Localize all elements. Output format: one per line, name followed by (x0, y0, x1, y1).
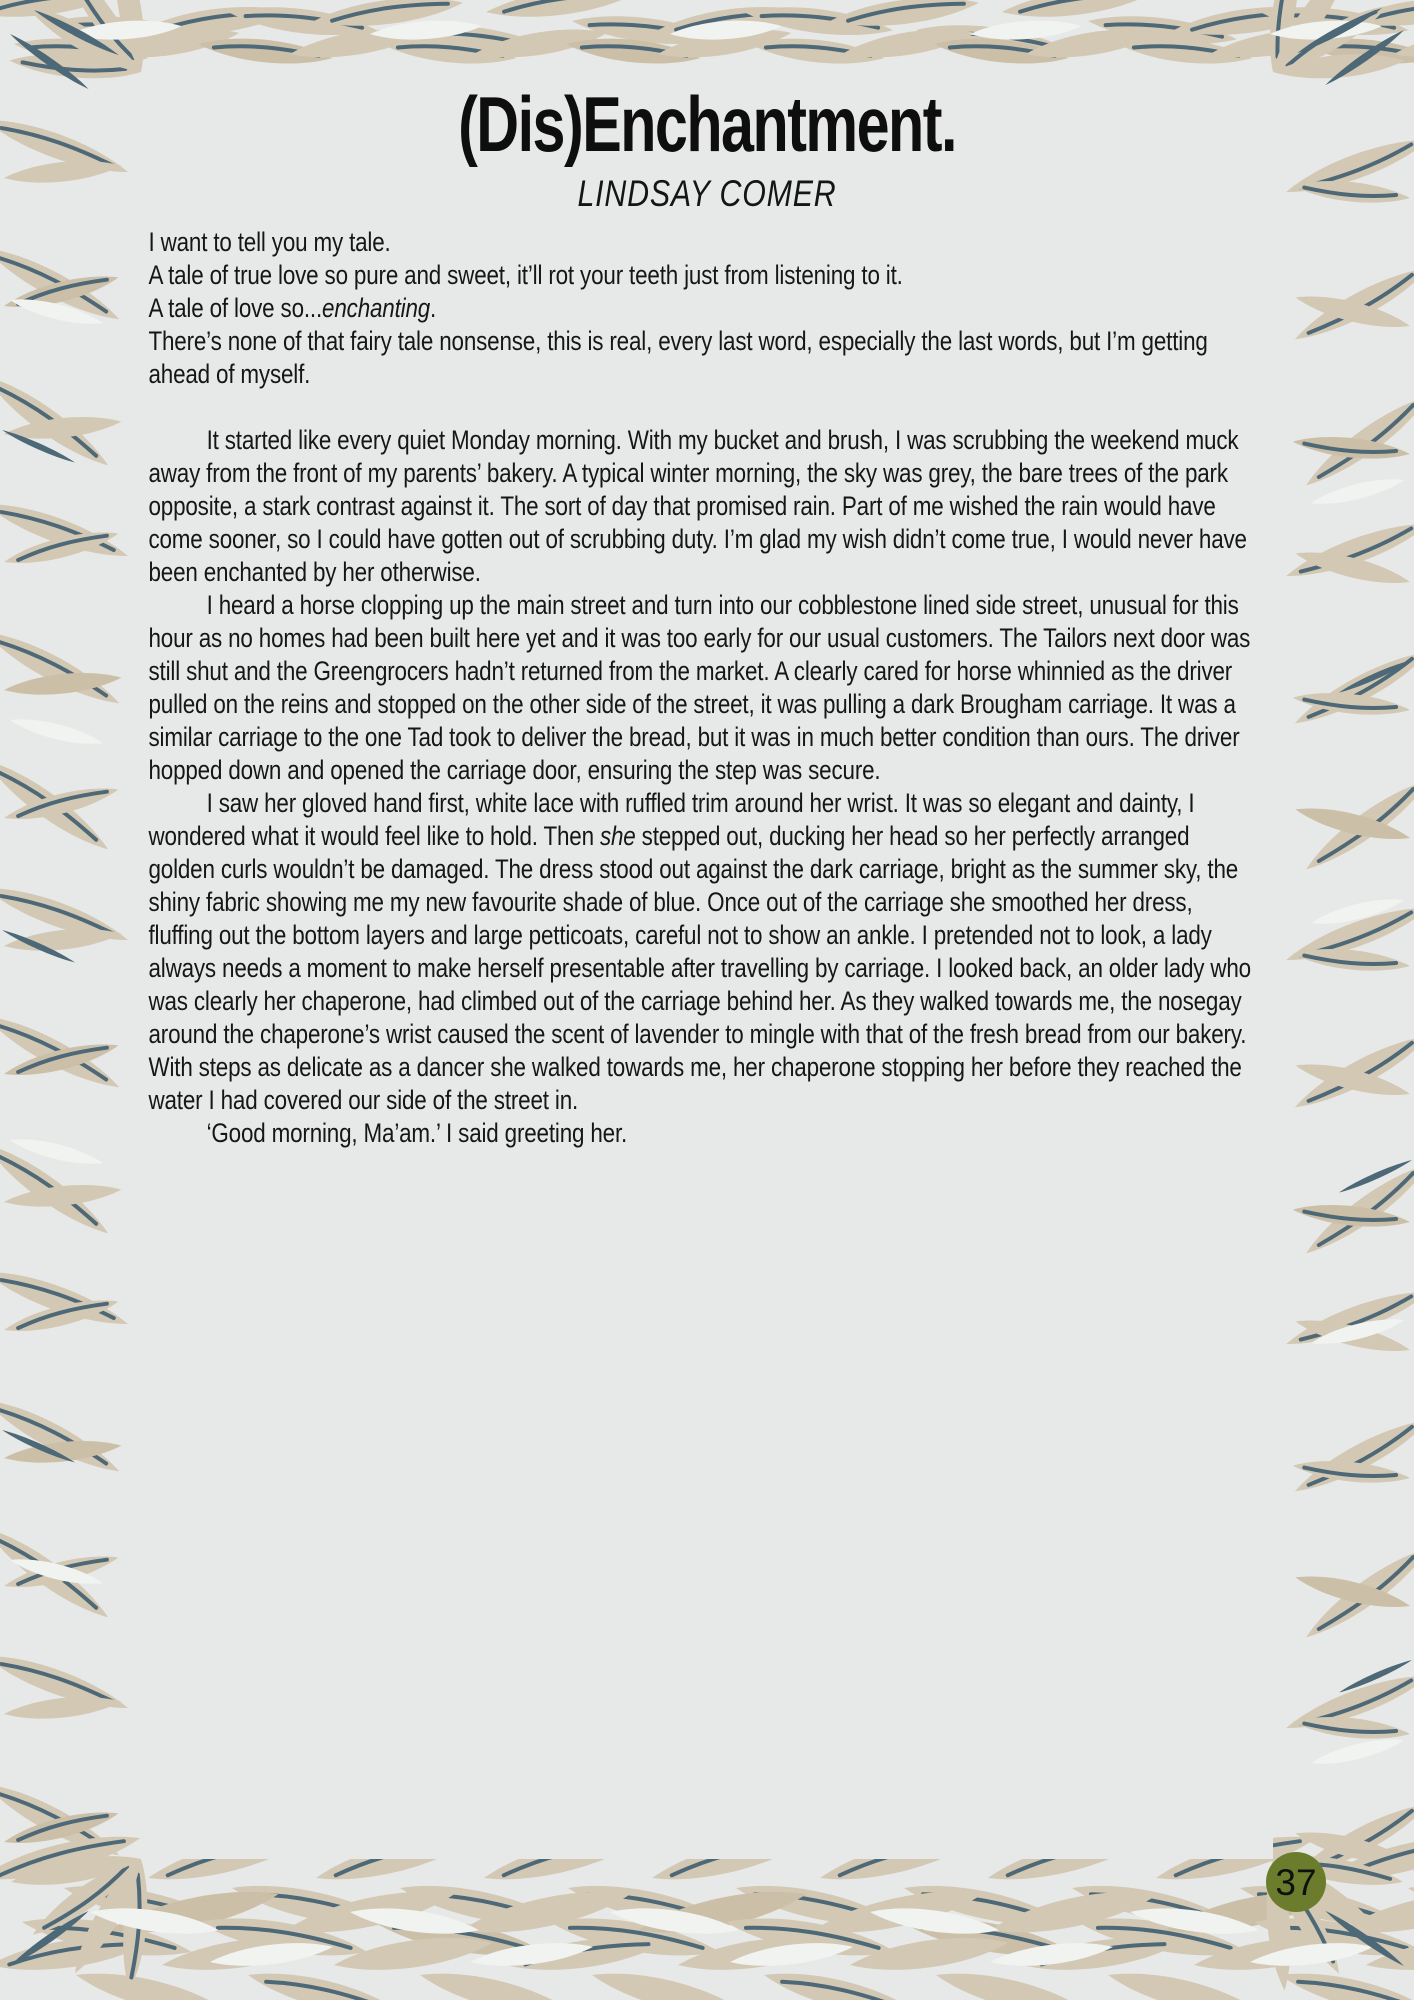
white-leaf-icon (8, 713, 105, 751)
italic-text: she (599, 821, 636, 851)
text-segment: ‘Good morning, Ma’am.’ I said greeting her. (206, 1118, 628, 1148)
text-segment: There’s none of that fairy tale nonsense, this is real, every last word, especially the last words, but I’m getting ahead of myself. (148, 326, 1208, 389)
italic-text: enchanting (322, 293, 431, 323)
story-paragraph (148, 1117, 1253, 1150)
text-segment: I heard a horse clopping up the main street and turn into our cobblestone lined side street, unusual for this hour as no homes had been built here yet and it was too early for our usual customers. The Tailors next door was still shut and the Greengrocers hadn’t returned from the market. A clearly cared for horse whinnied as the driver pulled on the reins and stopped on the other side of the street, it was pulling a dark Brougham carriage. It was a similar carriage to the one Tad took to deliver the bread, but it was in much better condition than ours. The driver hopped down and opened the carriage door, ensuring the step was secure. (148, 590, 1251, 785)
story-paragraph (148, 589, 1253, 787)
text-segment: It started like every quiet Monday morning. With my bucket and brush, I was scrubbing the weekend muck away from the front of my parents’ bakery. A typical winter morning, the sky was grey, the bare trees of the park opposite, a stark contrast against it. The sort of day that promised rain. Part of me wished the rain would have come sooner, so I could have gotten out of scrubbing duty. I’m glad my wish didn’t come true, I would never have been enchanted by her otherwise. (148, 425, 1247, 587)
story-title: (Dis)Enchantment. (458, 80, 956, 168)
story-line (148, 259, 1253, 292)
story-line (148, 292, 1253, 325)
story-body (141, 226, 1262, 1150)
story-paragraph (148, 424, 1253, 589)
text-segment: I want to tell you my tale. (148, 227, 391, 257)
page-number-badge (1266, 1852, 1326, 1912)
story-line (148, 325, 1253, 391)
story-author: LINDSAY COMER (577, 173, 837, 214)
leaf-icon (0, 621, 125, 714)
paragraph-gap (148, 391, 1253, 424)
leaf-icon (1289, 1409, 1414, 1502)
white-leaf-icon (1309, 1733, 1406, 1771)
story-line (148, 226, 1253, 259)
text-segment: . (430, 293, 437, 323)
page-number: 37 (1275, 1861, 1317, 1903)
text-segment: A tale of love so... (148, 293, 323, 323)
story-paragraph (148, 787, 1253, 1117)
story-panel (141, 72, 1273, 1859)
text-segment: A tale of true love so pure and sweet, it’ll rot your teeth just from listening to it. (148, 260, 903, 290)
text-segment: I saw her gloved hand first, white lace with ruffled trim around her wrist. It was so elegant and dainty, I wondered what it would feel like to hold. Then (148, 788, 1195, 851)
text-segment: stepped out, ducking her head so her perfectly arranged golden curls wouldn’t be damaged. The dress stood out against the dark carriage, bright as the summer sky, the shiny fabric showing me my new favourite shade of blue. Once out of the carriage she smoothed her dress, fluffing out the bottom layers and large petticoats, careful not to show an ankle. I pretended not to look, a lady always needs a moment to make herself presentable after travelling by carriage. I looked back, an older lady who was clearly her chaperone, had climbed out of the carriage behind her. As they walked towards me, the nosegay around the chaperone’s wrist caused the scent of lavender to mingle with that of the fresh bread from our bakery. With steps as delicate as a dancer she walked towards me, her chaperone stopping her before they reached the water I had covered our side of the street in. (148, 821, 1251, 1115)
